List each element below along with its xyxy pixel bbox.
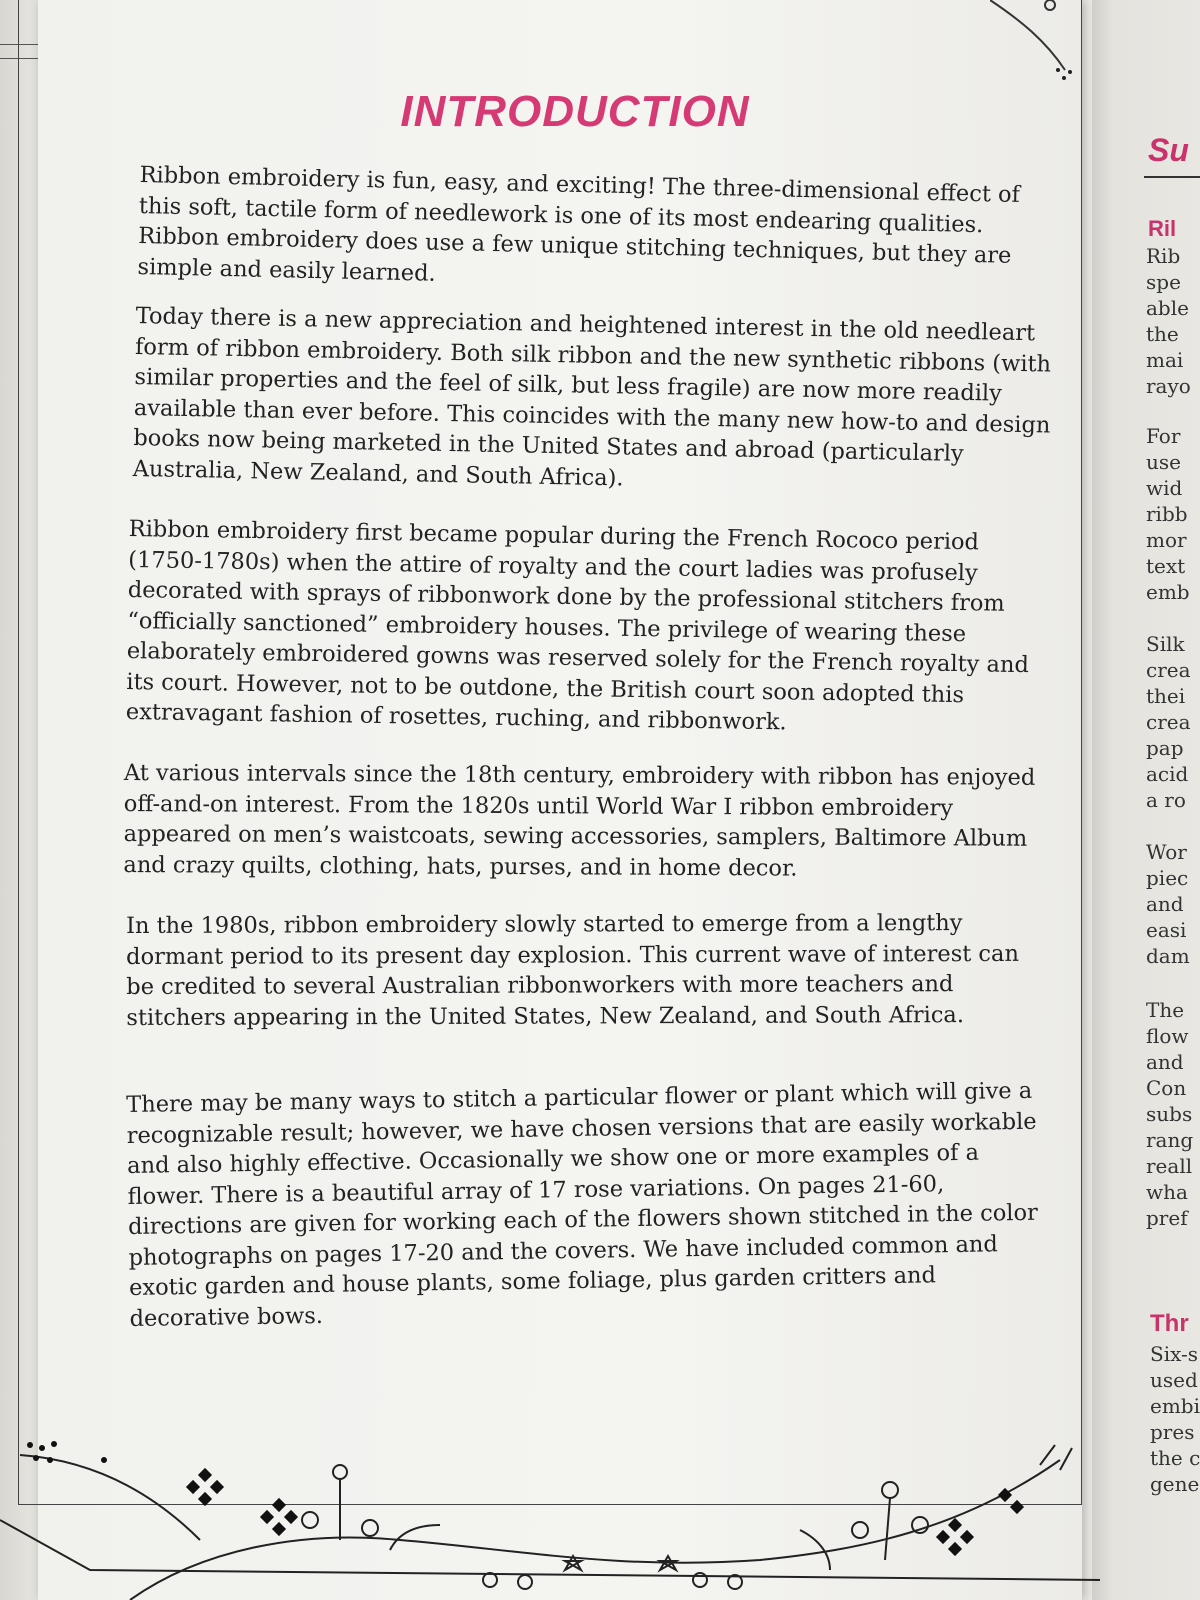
floral-border-decoration bbox=[0, 1430, 1100, 1600]
corner-vine-decoration bbox=[990, 0, 1100, 100]
paragraph-3: Ribbon embroidery first became popular during the French Rococo period (1750-1780s) when the attire of royalty and the court ladies was profusely decorated with sprays of ribbonwork done by the professional stitchers from “officially sanctioned” embroidery houses. The privilege of wearing these elaborately embroidered gowns was reserved solely for the French royalty and its court. However, not to be outdone, the British court soon adopted this extravagant fashion of rosettes, ruching, and ribbonwork. bbox=[125, 515, 1030, 736]
paragraph-4: At various intervals since the 18th century, embroidery with ribbon has enjoyed off-and-on interest. From the 1820s until World War I ribbon embroidery appeared on men’s waistcoats, sewing accessories, samplers, Baltimore Album and crazy quilts, clothing, hats, purses, and in home decor. bbox=[123, 760, 1036, 882]
right-page-line: pap bbox=[1146, 736, 1184, 760]
right-page-line: wid bbox=[1146, 476, 1183, 500]
right-page-line: acid bbox=[1146, 762, 1189, 786]
right-page-line: pref bbox=[1146, 1206, 1188, 1230]
right-page-line: wha bbox=[1146, 1180, 1188, 1204]
right-page-line: piec bbox=[1146, 866, 1189, 890]
right-page-line: Silk bbox=[1146, 632, 1185, 656]
right-page-line: The bbox=[1146, 998, 1185, 1022]
paragraph-5: In the 1980s, ribbon embroidery slowly started to emerge from a lengthy dormant period to its present day explosion. This current wave of interest can be credited to several Australian ribbonworkers with more teachers and stitchers appearing in the United States, New Zealand, and South Africa. bbox=[126, 910, 1019, 1031]
right-page-line: pres bbox=[1150, 1420, 1195, 1444]
right-page-line: and bbox=[1146, 1050, 1184, 1074]
right-page-line: rayo bbox=[1146, 374, 1191, 398]
paragraph-1: Ribbon embroidery is fun, easy, and exciting! The three-dimensional effect of this soft, tactile form of needlework is one of its most endearing qualities. Ribbon embroidery does use a few unique stitching techniques, but they are simple and easily learned. bbox=[137, 161, 1021, 287]
right-page-line: subs bbox=[1146, 1102, 1193, 1126]
right-page-line: gene bbox=[1150, 1472, 1200, 1496]
right-page-line: use bbox=[1146, 450, 1181, 474]
page-title: INTRODUCTION bbox=[400, 87, 750, 137]
right-page-line: crea bbox=[1146, 658, 1191, 682]
right-page-line: able bbox=[1146, 296, 1189, 320]
right-page-line: the bbox=[1146, 322, 1179, 346]
right-page-line: Con bbox=[1146, 1076, 1187, 1100]
paragraph-2: Today there is a new appreciation and heightened interest in the old needleart form of ribbon embroidery. Both silk ribbon and the new synthetic ribbons (with similar properties and the feel of silk, but less fragile) are now more readily available than ever before. This coincides with the many new how-to and design books now being marketed in the United States and abroad (particularly Australia, New Zealand, and South Africa). bbox=[132, 302, 1052, 491]
right-page-line: dam bbox=[1146, 944, 1190, 968]
right-page-line: flow bbox=[1146, 1024, 1189, 1048]
right-page-line: ribb bbox=[1146, 502, 1188, 526]
right-page-heading-1: Su bbox=[1148, 132, 1189, 168]
right-page-line: rang bbox=[1146, 1128, 1194, 1152]
right-page-line: spe bbox=[1146, 270, 1181, 294]
right-page-line: For bbox=[1146, 424, 1181, 448]
right-page-line: emb bbox=[1146, 580, 1190, 604]
paragraph-6: There may be many ways to stitch a particular flower or plant which will give a recognizable result; however, we have chosen versions that are easily workable and also highly effective. Occasionally we show one or more examples of a flower. There is a beautiful array of 17 rose variations. On pages 21-60, directions are given for working each of the flowers shown stitched in the color photographs on pages 17-20 and the covers. We have included common and exotic garden and house plants, some foliage, plus garden critters and decorative bows. bbox=[126, 1077, 1038, 1332]
right-page-line: a ro bbox=[1146, 788, 1186, 812]
right-page-line: and bbox=[1146, 892, 1184, 916]
right-page-line: Wor bbox=[1146, 840, 1187, 864]
right-page-line: thei bbox=[1146, 684, 1186, 708]
right-page-line: reall bbox=[1146, 1154, 1193, 1178]
right-page-line: text bbox=[1146, 554, 1186, 578]
right-page-line: the c bbox=[1150, 1446, 1200, 1470]
right-page-heading-2: Ril bbox=[1148, 216, 1177, 241]
right-page-line: embi bbox=[1150, 1394, 1200, 1418]
right-page-edge bbox=[1092, 0, 1200, 1600]
right-page-line: easi bbox=[1146, 918, 1187, 942]
right-page-line: Six-s bbox=[1150, 1342, 1199, 1366]
right-page-line: mai bbox=[1146, 348, 1184, 372]
right-page-line: mor bbox=[1146, 528, 1187, 552]
right-page-line: Rib bbox=[1146, 244, 1181, 268]
right-page-line: used bbox=[1150, 1368, 1198, 1392]
right-page-heading-3: Thr bbox=[1150, 1310, 1189, 1337]
right-page-line: crea bbox=[1146, 710, 1191, 734]
